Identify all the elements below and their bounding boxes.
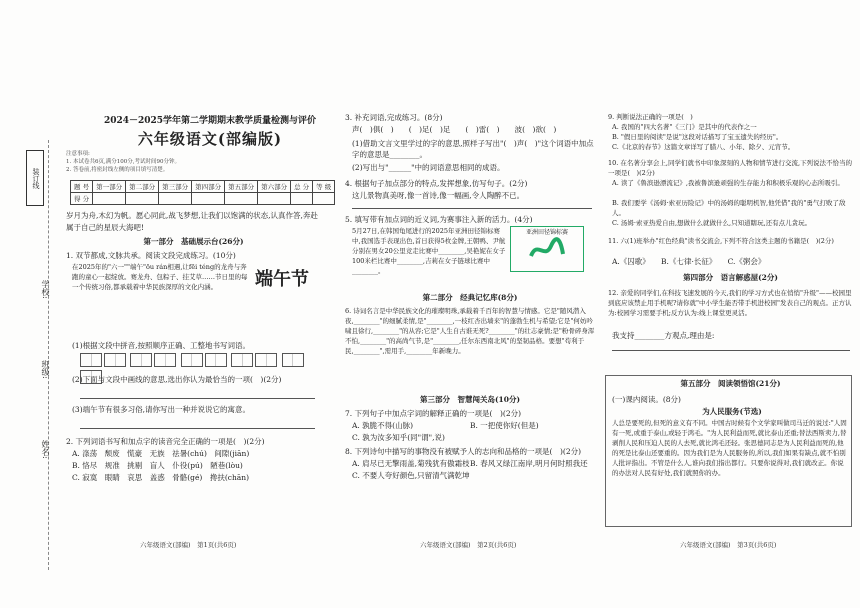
score-cell: 第六部分 xyxy=(258,181,291,193)
question-1: 1. 双节都成,文脉共承。阅读文段完成练习。(10分) xyxy=(66,251,236,260)
answer-grid[interactable] xyxy=(104,353,126,367)
score-input-cell[interactable] xyxy=(93,193,126,205)
reading-passage: 人总是要死的,但死的意义有不同。中国古时候有个文学家叫做司马迁的说过:"人固有一死,或重于泰山,或轻于鸿毛。"为人民利益而死,就比泰山还重;替法西斯卖力,替剥削人民和压迫人民的人去死,就比鸿毛还轻。张思德同志是为人民利益而死的,他的死是比泰山还要重的。因为我们是为人民服务的,所以,我们如果有缺点,就不怕别人批评指出。不管是什么人,谁向我们指出都行。只要你说得对,我们就改正。你说的办法对人民有好处,我们就照你的办。 xyxy=(612,419,847,477)
score-cell: 第一部分 xyxy=(93,181,126,193)
section-4-title: 第四部分 语言解惑屋(2分) xyxy=(683,273,778,282)
question-2-option-b[interactable]: B. 恪尽 规准 挑剔 盲人 仆役(pú) 陋巷(lòu) xyxy=(72,461,243,470)
score-input-cell[interactable] xyxy=(313,193,335,205)
question-11-options[interactable]: A.《囚歌》 B.《七律·长征》 C.《粥会》 xyxy=(612,257,766,266)
question-9-option-a[interactable]: A. 我国的"四大名著"《三门》是其中的代表作之一 xyxy=(612,123,757,131)
answer-line[interactable] xyxy=(612,350,850,351)
question-11: 11. 六(1)班举办"红色经典"读书交流会,下列不符合这类主题的书籍是( )(2分) xyxy=(608,237,834,245)
answer-grid[interactable] xyxy=(282,353,304,367)
snake-mascot-icon xyxy=(527,236,567,262)
question-9-option-b[interactable]: B. "假日里的阅读"是说"这段对话描写了宝玉遗失的经历"。 xyxy=(612,133,783,141)
question-8-option-b[interactable]: B. 春风又绿江南岸,明月何时照我还 xyxy=(470,459,588,468)
question-7-option-b[interactable]: B. 一把使你好(但是) xyxy=(470,421,539,430)
notes xyxy=(66,150,321,174)
score-input-cell[interactable] xyxy=(258,193,291,205)
question-12-answer-prompt: 我支持________方观点,理由是: xyxy=(612,331,715,340)
answer-line[interactable] xyxy=(80,398,315,399)
reading-part-label: (一)课内阅读。(8分) xyxy=(612,395,681,404)
answer-grid[interactable] xyxy=(154,353,176,367)
section-1-title: 第一部分 基础展示台(26分) xyxy=(143,237,244,246)
note-1: 1. 本试卷共6页,满分100分,考试时间90分钟。 xyxy=(66,159,180,165)
athletics-banner xyxy=(510,226,584,272)
score-input-cell[interactable] xyxy=(159,193,192,205)
question-1-1: (1)根据文段中拼音,按照顺序正确、工整地书写词语。 xyxy=(72,341,251,350)
score-cell: 题 号 xyxy=(71,181,93,193)
question-1-text: 在2025年的"六一""端午"ōu rán相遇,让fēi téng的龙舟与奔跑的童心一起绽放。赛龙舟、包粽子、挂艾草……节日里的每一个传统习俗,都承载着中华民族深厚的文化内涵。 xyxy=(72,263,248,291)
answer-line[interactable] xyxy=(352,208,592,209)
question-7: 7. 下列句子中加点字词的解释正确的一项是( )(2分) xyxy=(345,409,522,418)
answer-line[interactable] xyxy=(80,428,315,429)
question-2-option-c[interactable]: C. 寂寞 眼睛 哀思 盖惑 骨骼(gé) 搀扶(chān) xyxy=(72,473,250,482)
note-2: 2. 答卷前,将密封线左侧的项目填写清楚。 xyxy=(66,167,169,173)
calligraphy-art: 端午节 xyxy=(255,269,309,290)
question-10: 10. 在名著分享会上,同学们就书中印象深刻的人物和情节进行交流,下列说法不恰当的一项是( )(2分) xyxy=(608,159,853,177)
score-cell: 总 分 xyxy=(291,181,313,193)
question-8-option-c[interactable]: C. 不要人夸好颜色,只留清气满乾坤 xyxy=(352,471,470,480)
question-5-text: 5月27日,在韩国龟尾进行的2025年亚洲田径锦标赛中,我国选手表现出色,首日获得5枚金牌,王朝鸭、尹航分别在男女20公里竞走比赛中________,吴艳妮在女子100米栏比赛中________,吉莉在女子链球比赛中________。 xyxy=(352,227,506,275)
question-3-2: (2)写出与"______"中的词语意思相同的成语。 xyxy=(352,163,505,172)
page-footer-2: 六年级语文(部编) 第2页(共6页) xyxy=(420,541,517,549)
question-6: 6. 诗词名言是中华民族文化的璀璨明珠,承载着千百年的智慧与情感。它是"随风潜入夜,________"的细腻柔情,是"________,一枝红杏出墙来"的蓬勃生机与希望;它是"何妨吟啸且徐行,________"的从容;它是"人生自古谁无死?________"的壮志豪情;是"粉骨碎身浑不怕,________"的高尚气节,是"________,任尔东西南北风"的坚韧品格。要想"苟利于民,________",需用手,________年新晚力。 xyxy=(345,307,595,355)
question-1-3: (3)端午节有很多习俗,请你写出一种并说说它的寓意。 xyxy=(72,405,251,414)
score-table xyxy=(70,180,335,205)
question-3-words[interactable]: 声( )俱( ) ( )足( )足 ( )雷( ) 波( )欲( ) xyxy=(352,125,557,134)
name-label: 姓名: xyxy=(41,440,50,459)
motto: 岁月为舟,木幻为帆。愿心同此,战飞梦想,让我们以饱满的状态,认真作答,奔赴属于自己的星辰大海吧! xyxy=(66,211,318,232)
question-7-option-c[interactable]: C. 孰为汝多知乎(同"谓",说) xyxy=(352,433,445,442)
section-2-title: 第二部分 经典记忆库(8分) xyxy=(422,293,518,302)
score-cell: 第三部分 xyxy=(159,181,192,193)
answer-grid[interactable] xyxy=(181,353,203,367)
answer-grid[interactable] xyxy=(205,353,227,367)
score-cell: 第五部分 xyxy=(225,181,258,193)
question-4-text: 这儿景物真美呀,像一首诗,像一幅画,令人陶醉不已。 xyxy=(352,191,525,200)
score-input-cell[interactable] xyxy=(126,193,159,205)
answer-grid[interactable] xyxy=(231,353,253,367)
answer-grid[interactable] xyxy=(80,353,102,367)
score-input-cell[interactable] xyxy=(225,193,258,205)
score-cell: 等 级 xyxy=(313,181,335,193)
score-input-cell[interactable] xyxy=(291,193,313,205)
answer-grid[interactable] xyxy=(130,353,152,367)
score-cell: 第四部分 xyxy=(192,181,225,193)
question-8: 8. 下列诗句中描写的事物没有被赋予人的志向和品格的一项是( )(2分) xyxy=(345,447,582,456)
school-label: 学校: xyxy=(41,280,50,299)
question-3: 3. 补充词语,完成练习。(8分) xyxy=(345,113,443,122)
question-2-option-a[interactable]: A. 涤荡 颓废 慌豪 无族 祛暑(chú) 间隙(jiān) xyxy=(72,449,250,458)
exam-term: 2024－2025学年第二学期期末教学质量检测与评价 xyxy=(103,116,317,126)
question-7-option-a[interactable]: A. 孰脆不得(山脉) xyxy=(352,421,414,430)
page-footer-3: 六年级语文(部编) 第3页(共6页) xyxy=(680,541,777,549)
seal-box: 装订线 xyxy=(26,150,44,206)
score-table-header-row xyxy=(71,181,335,193)
question-8-option-a[interactable]: A. 肩尽已无擎雨盖,菊残犹有傲霜枝 xyxy=(352,459,470,468)
exam-title: 六年级语文(部编版) xyxy=(137,130,283,148)
notes-label: 注意事项: xyxy=(66,151,90,157)
page-footer-1: 六年级语文(部编) 第1页(共6页) xyxy=(140,541,237,549)
score-table-row xyxy=(71,193,335,205)
question-10-option-a[interactable]: A. 读了《鲁滨逊漂流记》,我被鲁滨逊顽强的生存能力和积极乐观的心态所吸引。 xyxy=(612,179,844,187)
score-input-cell[interactable] xyxy=(192,193,225,205)
question-3-1: (1)借助文言文里学过的字的意思,照样子写出"( )声( )"这个词语中加点字的意思是________。 xyxy=(352,139,594,159)
section-5-title: 第五部分 阅读领悟馆(21分) xyxy=(680,379,781,388)
question-10-option-c[interactable]: C. 汤姆·索亚热爱自由,想做什么就做什么,只知道瞎玩,还有点儿贪玩。 xyxy=(612,219,812,227)
score-cell: 第二部分 xyxy=(126,181,159,193)
answer-grid[interactable] xyxy=(255,353,277,367)
banner-text: 亚洲田径锦标赛 xyxy=(525,229,568,236)
question-2: 2. 下列词语书写和加点字的读音完全正确的一项是( )(2分) xyxy=(66,437,265,446)
question-9: 9. 判断说法正确的一项是( ) xyxy=(608,113,693,121)
reading-title: 为人民服务(节选) xyxy=(702,407,762,416)
question-12: 12. 亲爱的同学们,在科技飞速发展的今天,我们的学习方式也在悄悄"升级"——校园里到底应该禁止用手机呢?请你就"中小学生能否带手机进校园"发表自己的观点。正方认为:校园学习需要手机;反方认为:线上课堂更灵活。 xyxy=(608,289,852,317)
class-label: 班级: xyxy=(41,360,50,379)
question-9-option-c[interactable]: C.《北京的春节》这篇文章详写了腊八、小年、除夕、元宵节。 xyxy=(612,143,795,151)
question-5: 5. 填写带有加点词的近义词,为赛事注入新的活力。(4分) xyxy=(345,215,533,224)
question-1-2: (2)下面与文段中画线的意思,选出你认为最恰当的一项( )(2分) xyxy=(72,375,282,384)
question-10-option-b[interactable]: B. 我们要学《汤姆·索亚历险记》中的汤姆的聪明机智,他凭借"我的"勇气打败了敌人。 xyxy=(612,199,846,217)
score-row-label: 得 分 xyxy=(71,193,93,205)
section-3-title: 第三部分 智慧闯关岛(10分) xyxy=(419,395,521,404)
question-4: 4. 根据句子加点部分的特点,发挥想象,仿写句子。(2分) xyxy=(345,179,528,188)
